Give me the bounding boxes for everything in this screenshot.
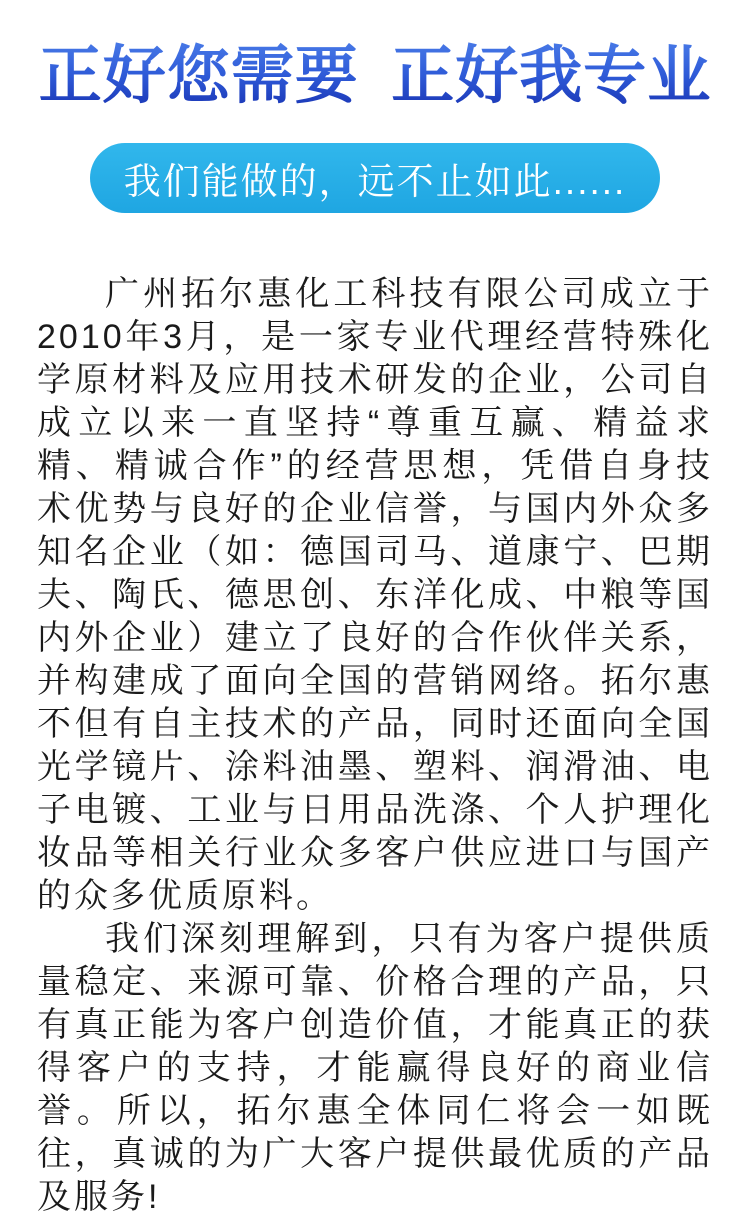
subtitle-banner	[90, 143, 660, 213]
subtitle-banner-label: 我们能做的，远不止如此......	[123, 161, 627, 202]
page-title: 正好您需要 正好我专业	[0, 38, 750, 114]
intro-paragraph-2: 我们深刻理解到，只有为客户提供质量稳定、来源可靠、价格合理的产品，只有真正能为客户创造价值，才能真正的获得客户的支持，才能赢得良好的商业信誉。所以，拓尔惠全体同仁将会一如既往，真诚的为广大客户提供最优质的产品及服务!	[37, 920, 713, 1216]
promo-page	[0, 38, 750, 1216]
intro-paragraph-1: 广州拓尔惠化工科技有限公司成立于2010年3月，是一家专业代理经营特殊化学原材料及应用技术研发的企业，公司自成立以来一直坚持“尊重互赢、精益求精、精诚合作”的经营思想，凭借自身技术优势与良好的企业信誉，与国内外众多知名企业（如：德国司马、道康宁、巴期夫、陶氏、德思创、东洋化成、中粮等国内外企业）建立了良好的合作伙伴关系，并构建成了面向全国的营销网络。拓尔惠不但有自主技术的产品，同时还面向全国光学镜片、涂料油墨、塑料、润滑油、电子电镀、工业与日用品洗涤、个人护理化妆品等相关行业众多客户供应进口与国产的众多优质原料。	[37, 275, 713, 915]
company-intro-text	[37, 273, 713, 1219]
